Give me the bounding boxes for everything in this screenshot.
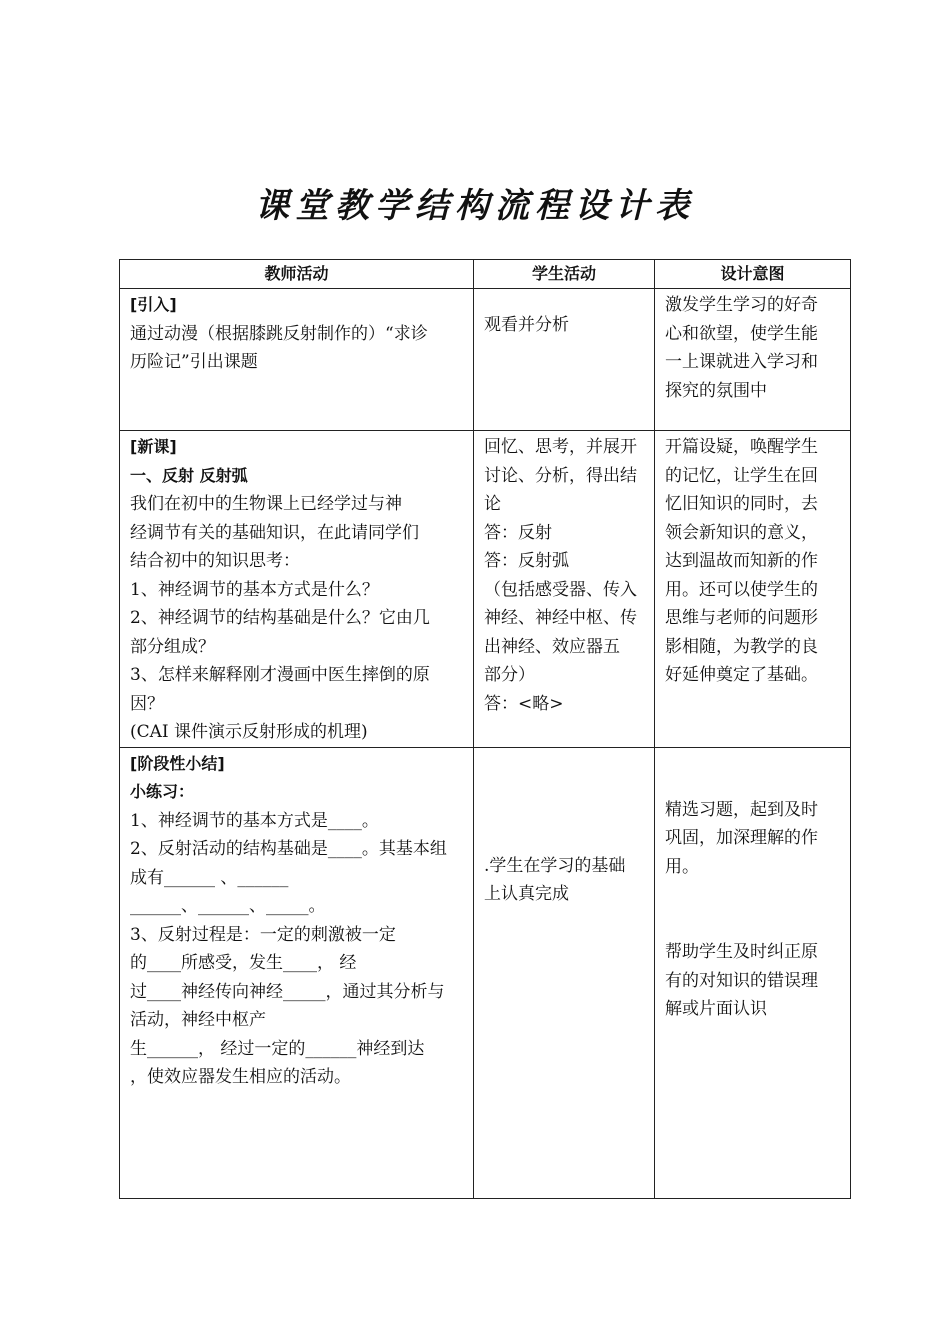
- header-design-intent: 设计意图: [655, 260, 851, 289]
- exercise-line: 1、神经调节的基本方式是____。: [130, 810, 379, 831]
- intent-line: 解或片面认识: [665, 999, 767, 1019]
- teacher-line: 因？: [130, 693, 164, 714]
- header-teacher-activity: 教师活动: [120, 260, 474, 289]
- student-line: 答：反射: [484, 522, 552, 543]
- intent-line: 领会新知识的意义，: [665, 522, 818, 543]
- table-row: [120, 289, 851, 431]
- teacher-line: 历险记”引出课题: [130, 352, 258, 372]
- teacher-line: 通过动漫（根据膝跳反射制作的）“求诊: [130, 323, 428, 344]
- header-student-activity: 学生活动: [474, 260, 655, 289]
- lesson-flow-table: [119, 259, 851, 1199]
- teacher-cell-summary: [120, 747, 474, 1198]
- section-label: [新课]: [130, 437, 177, 456]
- exercise-line: 生______， 经过一定的______神经到达: [130, 1038, 425, 1059]
- teacher-line: 经调节有关的基础知识，在此请同学们: [130, 522, 419, 543]
- intent-line: 巩固，加深理解的作: [665, 828, 818, 848]
- intent-line: 开篇设疑，唤醒学生: [665, 437, 818, 457]
- teacher-line: 部分组成？: [130, 636, 215, 657]
- student-line: 论: [484, 494, 501, 514]
- exercise-line: 成有______ 、______: [130, 867, 289, 888]
- exercise-line: 活动，神经中枢产: [130, 1010, 266, 1030]
- subheading: 小练习：: [130, 782, 195, 801]
- exercise-line: 的____所感受，发生____， 经: [130, 953, 357, 973]
- student-line: 上认真完成: [484, 884, 569, 904]
- intent-line: 心和欲望，使学生能: [665, 323, 818, 344]
- student-line: 部分）: [484, 665, 535, 685]
- intent-line: [665, 910, 840, 939]
- teacher-line: 2、神经调节的结构基础是什么？它由几: [130, 608, 430, 628]
- table-header-row: [120, 260, 851, 289]
- student-line: 答：反射弧: [484, 551, 569, 571]
- intent-line: 有的对知识的错误理: [665, 970, 818, 991]
- student-line: 神经、神经中枢、传: [484, 608, 637, 628]
- intent-line: 达到温故而知新的作: [665, 551, 818, 571]
- teacher-line: 1、神经调节的基本方式是什么？: [130, 579, 379, 600]
- student-line: 出神经、效应器五: [484, 636, 620, 657]
- student-line: 观看并分析: [484, 315, 569, 335]
- page-title: 课堂教学结构流程设计表: [255, 186, 695, 226]
- teacher-cell-intro: [120, 289, 474, 431]
- intent-cell-intro: [655, 289, 851, 431]
- student-line: 答：<略>: [484, 693, 564, 714]
- teacher-cell-new-lesson: [120, 431, 474, 748]
- teacher-line: (CAI 课件演示反射形成的机理): [130, 722, 368, 742]
- exercise-line: 3、反射过程是：一定的刺激被一定: [130, 924, 396, 945]
- intent-line: 精选习题，起到及时: [665, 799, 818, 820]
- exercise-line: ，使效应器发生相应的活动。: [130, 1067, 351, 1087]
- exercise-line: ______、______、_____。: [130, 896, 326, 916]
- intent-line: 用。还可以使学生的: [665, 579, 818, 600]
- intent-line: 忆旧知识的同时，去: [665, 494, 818, 514]
- teacher-line: 结合初中的知识思考：: [130, 551, 300, 571]
- intent-line: 探究的氛围中: [665, 380, 767, 401]
- teacher-line: 我们在初中的生物课上已经学过与神: [130, 494, 402, 514]
- subheading: 一、反射 反射弧: [130, 465, 248, 485]
- section-label: [阶段性小结]: [130, 753, 225, 773]
- teacher-line: 3、怎样来解释刚才漫画中医生摔倒的原: [130, 665, 430, 685]
- intent-line: 思维与老师的问题形: [665, 608, 818, 628]
- intent-line: 帮助学生及时纠正原: [665, 942, 818, 962]
- intent-line: 激发学生学习的好奇: [665, 295, 818, 315]
- table-row: [120, 431, 851, 748]
- table-row: [120, 747, 851, 1198]
- student-cell-summary: [474, 747, 655, 1198]
- intent-line: [665, 881, 840, 910]
- section-label: [引入]: [130, 295, 177, 314]
- intent-line: 影相随，为教学的良: [665, 636, 818, 657]
- intent-line: 的记忆，让学生在回: [665, 465, 818, 486]
- intent-line: 好延伸奠定了基础。: [665, 665, 818, 685]
- student-line: 讨论、分析，得出结: [484, 465, 637, 486]
- intent-cell-new-lesson: [655, 431, 851, 748]
- exercise-line: 过____神经传向神经_____，通过其分析与: [130, 981, 445, 1002]
- student-line: .学生在学习的基础: [484, 855, 626, 876]
- intent-line: 一上课就进入学习和: [665, 352, 818, 372]
- student-line: 回忆、思考，并展开: [484, 437, 637, 457]
- intent-line: 用。: [665, 856, 699, 877]
- student-cell-intro: [474, 289, 655, 431]
- intent-cell-summary: [655, 747, 851, 1198]
- student-cell-new-lesson: [474, 431, 655, 748]
- exercise-line: 2、反射活动的结构基础是____。其基本组: [130, 839, 447, 859]
- student-line: （包括感受器、传入: [484, 579, 637, 600]
